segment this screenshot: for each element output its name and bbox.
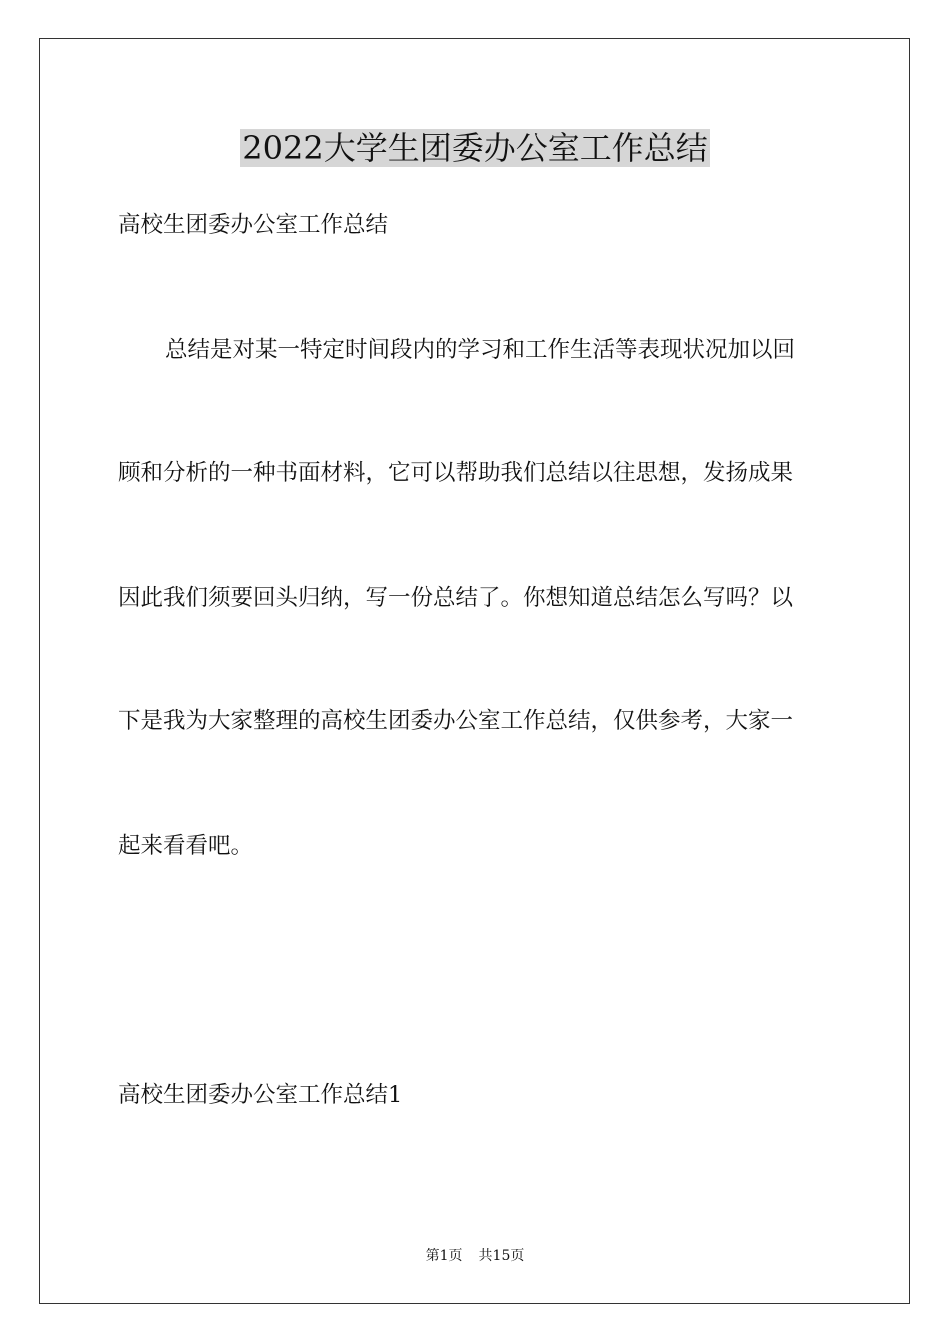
page-number: 第1页 [425, 1248, 463, 1264]
document-title-text: 2022大学生团委办公室工作总结 [242, 129, 708, 167]
section-heading: 高校生团委办公室工作总结1 [118, 1082, 403, 1108]
document-subtitle: 高校生团委办公室工作总结 [118, 212, 389, 238]
paragraph-line-3: 因此我们须要回头归纳，写一份总结了。你想知道总结怎么写吗？以 [118, 585, 794, 611]
page-total: 共15页 [478, 1248, 525, 1264]
paragraph-line-1: 总结是对某一特定时间段内的学习和工作生活等表现状况加以回 [165, 337, 796, 363]
document-title [0, 126, 950, 170]
page-footer [0, 1246, 950, 1266]
paragraph-line-4: 下是我为大家整理的高校生团委办公室工作总结，仅供参考，大家一 [118, 708, 794, 734]
paragraph-line-2: 顾和分析的一种书面材料，它可以帮助我们总结以往思想，发扬成果 [118, 460, 794, 486]
paragraph-line-5: 起来看看吧。 [118, 833, 254, 859]
